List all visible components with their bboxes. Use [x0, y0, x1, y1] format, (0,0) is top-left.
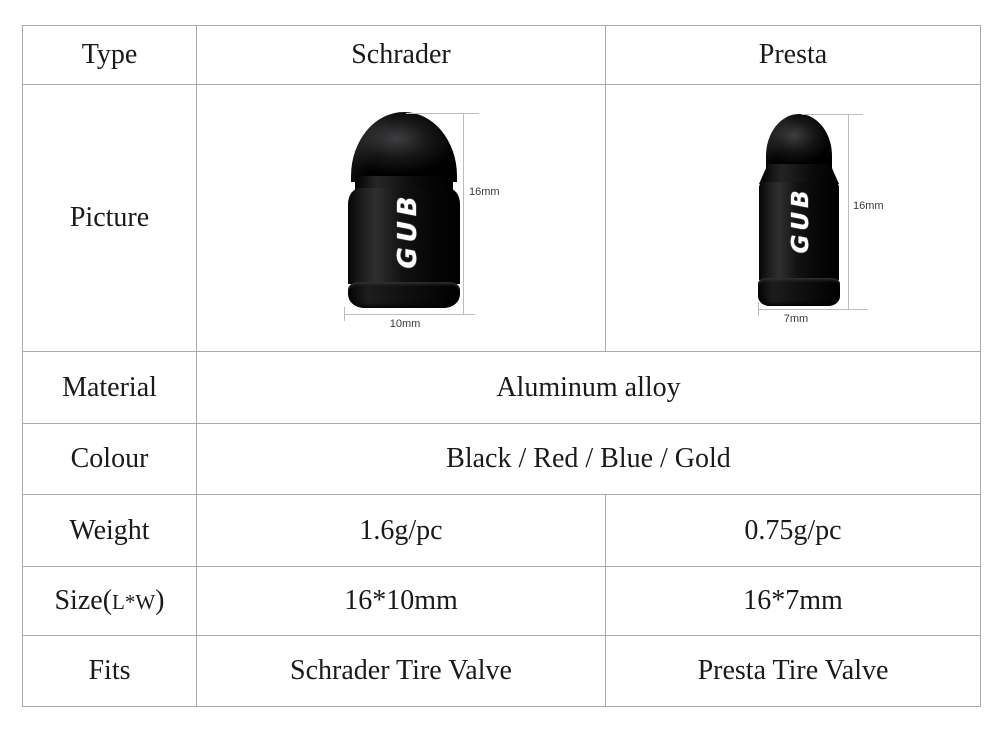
cell-type-label: Type: [23, 26, 197, 85]
cell-colour-label: Colour: [23, 424, 197, 495]
cell-size-presta: 16*7mm: [606, 567, 981, 636]
dim-width-label: 10mm: [389, 318, 421, 330]
cell-fits-label: Fits: [23, 636, 197, 707]
size-label-inner: L*W: [112, 590, 156, 614]
cell-picture-label: Picture: [23, 85, 197, 352]
dim-top-tick: [802, 114, 863, 115]
row-fits: [23, 636, 981, 707]
dim-height-line: [463, 113, 464, 314]
cell-size-schrader: 16*10mm: [197, 567, 606, 636]
row-colour: [23, 424, 981, 495]
row-weight: [23, 495, 981, 567]
presta-valve-cap: [758, 114, 840, 306]
gub-logo: GUB: [393, 191, 423, 269]
cell-header-presta: Presta: [606, 26, 981, 85]
cell-fits-schrader: Schrader Tire Valve: [197, 636, 606, 707]
dim-height-label: 16mm: [853, 200, 884, 212]
row-type: [23, 26, 981, 85]
spec-table: [22, 25, 981, 707]
cell-size-label: [23, 567, 197, 636]
dim-top-tick: [406, 113, 479, 114]
dim-height-label: 16mm: [469, 186, 500, 198]
dim-width-label: 7mm: [783, 313, 809, 325]
cell-material-label: Material: [23, 352, 197, 424]
schrader-valve-cap: [348, 112, 460, 308]
size-label-prefix: Size(: [54, 585, 113, 616]
cell-header-schrader: Schrader: [197, 26, 606, 85]
cell-fits-presta: Presta Tire Valve: [606, 636, 981, 707]
dim-width-line: [344, 314, 475, 315]
row-picture: [23, 85, 981, 352]
dim-height-line: [848, 114, 849, 310]
dim-left-tick: [344, 307, 345, 321]
cell-weight-presta: 0.75g/pc: [606, 495, 981, 567]
row-size: [23, 567, 981, 636]
cell-picture-presta: [606, 85, 981, 352]
cell-picture-schrader: [197, 85, 606, 352]
gub-logo: GUB: [788, 186, 814, 254]
schrader-cap-image: [197, 85, 605, 351]
cell-material-value: Aluminum alloy: [197, 352, 981, 424]
cell-weight-schrader: 1.6g/pc: [197, 495, 606, 567]
size-label-suffix: ): [155, 585, 165, 616]
row-material: [23, 352, 981, 424]
dim-width-line: [758, 309, 868, 310]
cell-colour-value: Black / Red / Blue / Gold: [197, 424, 981, 495]
dim-left-tick: [758, 302, 759, 316]
presta-cap-image: [606, 85, 980, 351]
cell-weight-label: Weight: [23, 495, 197, 567]
